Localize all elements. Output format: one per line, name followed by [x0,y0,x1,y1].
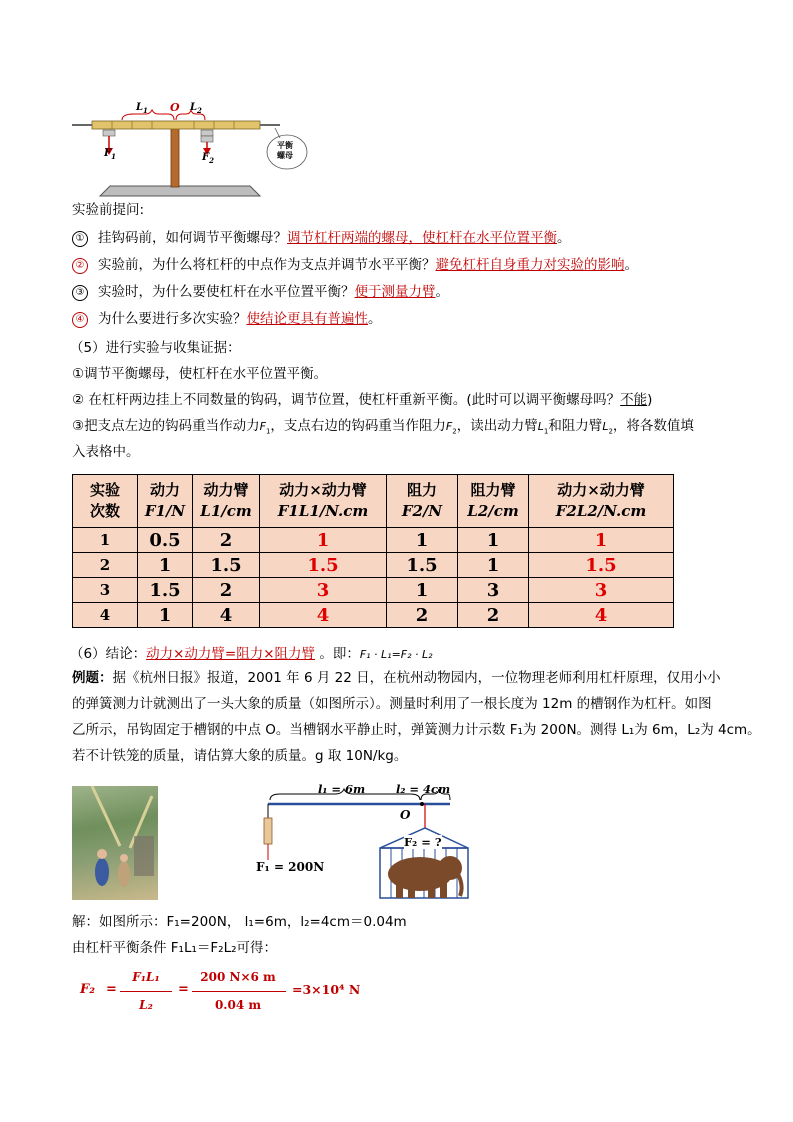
header-F2L2: 动力×动力臂 F2L2/N.cm [529,475,674,528]
fraction-bar-1 [120,991,172,992]
label-F1: F₁ = 200N [256,860,325,874]
eq-F2: F₂ [80,982,95,997]
label-F1: $F_1$ [104,148,116,161]
photo-illustration [72,786,158,900]
elephant-icon [388,856,462,898]
section6-conclusion: （6）结论：动力×动力臂=阻力×阻力臂 。即：F₁ · L₁=F₂ · L₂ [70,646,433,662]
header-F1: 动力 F1/N [138,475,193,528]
label-balance-nut: 平衡 螺母 [277,141,293,160]
question-2: ② 实验前，为什么将杠杆的中点作为支点并调节水平平衡？避免杠杆自身重力对实验的影响。 [72,255,638,275]
answer-1: 调节杠杆两端的螺母，使杠杆在水平位置平衡 [287,230,557,246]
conclusion-answer: 动力×动力臂=阻力×阻力臂 [146,646,316,662]
questions-heading: 实验前提问: [72,202,145,218]
example-line-3: 乙所示，吊钩固定于槽钢的中点 O。当槽钢水平静止时，弹簧测力计示数 F₁为 200N。测得 L₁为 6m，L₂为 4cm。 [72,722,761,738]
section5-heading: （5）进行实验与收集证据： [70,340,241,356]
header-F1L1: 动力×动力臂 F1L1/N.cm [260,475,387,528]
eq-numerator-1: F₁L₁ [132,970,160,984]
table-row: 3 1.5 2 3 1 3 3 [73,578,674,603]
label-L1: $L_1$ [136,102,148,115]
solution-line-1: 解：如图所示：F₁=200N， l₁=6m，l₂=4cm＝0.04m [72,914,407,930]
example-line-1: 例题：据《杭州日报》报道，2001 年 6 月 22 日，在杭州动物园内，一位物理老师利用杠杆原理，仅用小小 [72,670,721,686]
zoo-photo [72,786,158,900]
label-l1: l₁ = 6m [318,782,366,796]
table-row: 2 1 1.5 1.5 1.5 1 1.5 [73,553,674,578]
question-1: ① 挂钩码前，如何调节平衡螺母？调节杠杆两端的螺母，使杠杆在水平位置平衡。 [72,228,571,248]
eq-equals-2: = [178,982,189,997]
section5-step1: ①调节平衡螺母，使杠杆在水平位置平衡。 [72,366,328,382]
solution-line-2: 由杠杆平衡条件 F₁L₁＝F₂L₂可得： [72,940,278,956]
label-F2: $F_2$ [202,152,214,165]
table-row: 1 0.5 2 1 1 1 1 [73,528,674,553]
step2-answer: 不能 [620,392,648,408]
header-F2: 阻力 F2/N [387,475,458,528]
table-header-row [73,475,674,528]
label-pivot-O: O [170,101,180,114]
solution-equation [80,968,380,1018]
eq-result: =3×10⁴ N [292,982,361,997]
header-L1: 动力臂 L1/cm [193,475,260,528]
label-hook-O: O [400,808,411,822]
example-line-2: 的弹簧测力计就测出了一头大象的质量（如图所示）。测量时利用了一根长度为 12m 的槽钢作为杠杆。如图 [72,696,712,712]
question-4: ④ 为什么要进行多次实验？使结论更具有普遍性。 [72,309,382,329]
eq-equals-1: = [106,982,117,997]
elephant-lever-diagram [250,782,470,902]
eq-numerator-2: 200 N×6 m [200,970,276,984]
label-F2: F₂ = ? [404,835,442,849]
conclusion-formula: F₁ · L₁=F₂ · L₂ [359,648,433,661]
answer-2: 避免杠杆自身重力对实验的影响 [435,257,625,273]
question-3: ③ 实验时，为什么要使杠杆在水平位置平衡？便于测量力臂。 [72,282,449,302]
answer-4: 使结论更具有普遍性 [246,311,368,327]
header-L2: 阻力臂 L2/cm [458,475,529,528]
header-trial: 实验 次数 [73,475,138,528]
experiment-data-table [72,474,674,628]
label-l2: l₂ = 4cm [396,782,451,796]
section5-step2: ② 在杠杆两边挂上不同数量的钩码，调节位置，使杠杆重新平衡。(此时可以调平衡螺母吗？不能) [72,392,653,408]
lever-apparatus-figure [70,100,310,200]
section5-step3: ③把支点左边的钩码重当作动力$F_1$，支点右边的钩码重当作阻力$F_2$，读出动力臂$L_1$和阻力臂$L_2$，将各数值填 [72,418,694,436]
table-row: 4 1 4 4 2 2 4 [73,603,674,628]
answer-3: 便于测量力臂 [354,284,436,300]
label-L2: $L_2$ [190,102,202,115]
eq-denominator-1: L₂ [139,998,153,1012]
eq-denominator-2: 0.04 m [214,998,262,1012]
example-line-4: 若不计铁笼的质量，请估算大象的质量。g 取 10N/kg。 [72,748,408,764]
section5-step3-line2: 入表格中。 [72,444,140,460]
fraction-bar-2 [192,991,286,992]
